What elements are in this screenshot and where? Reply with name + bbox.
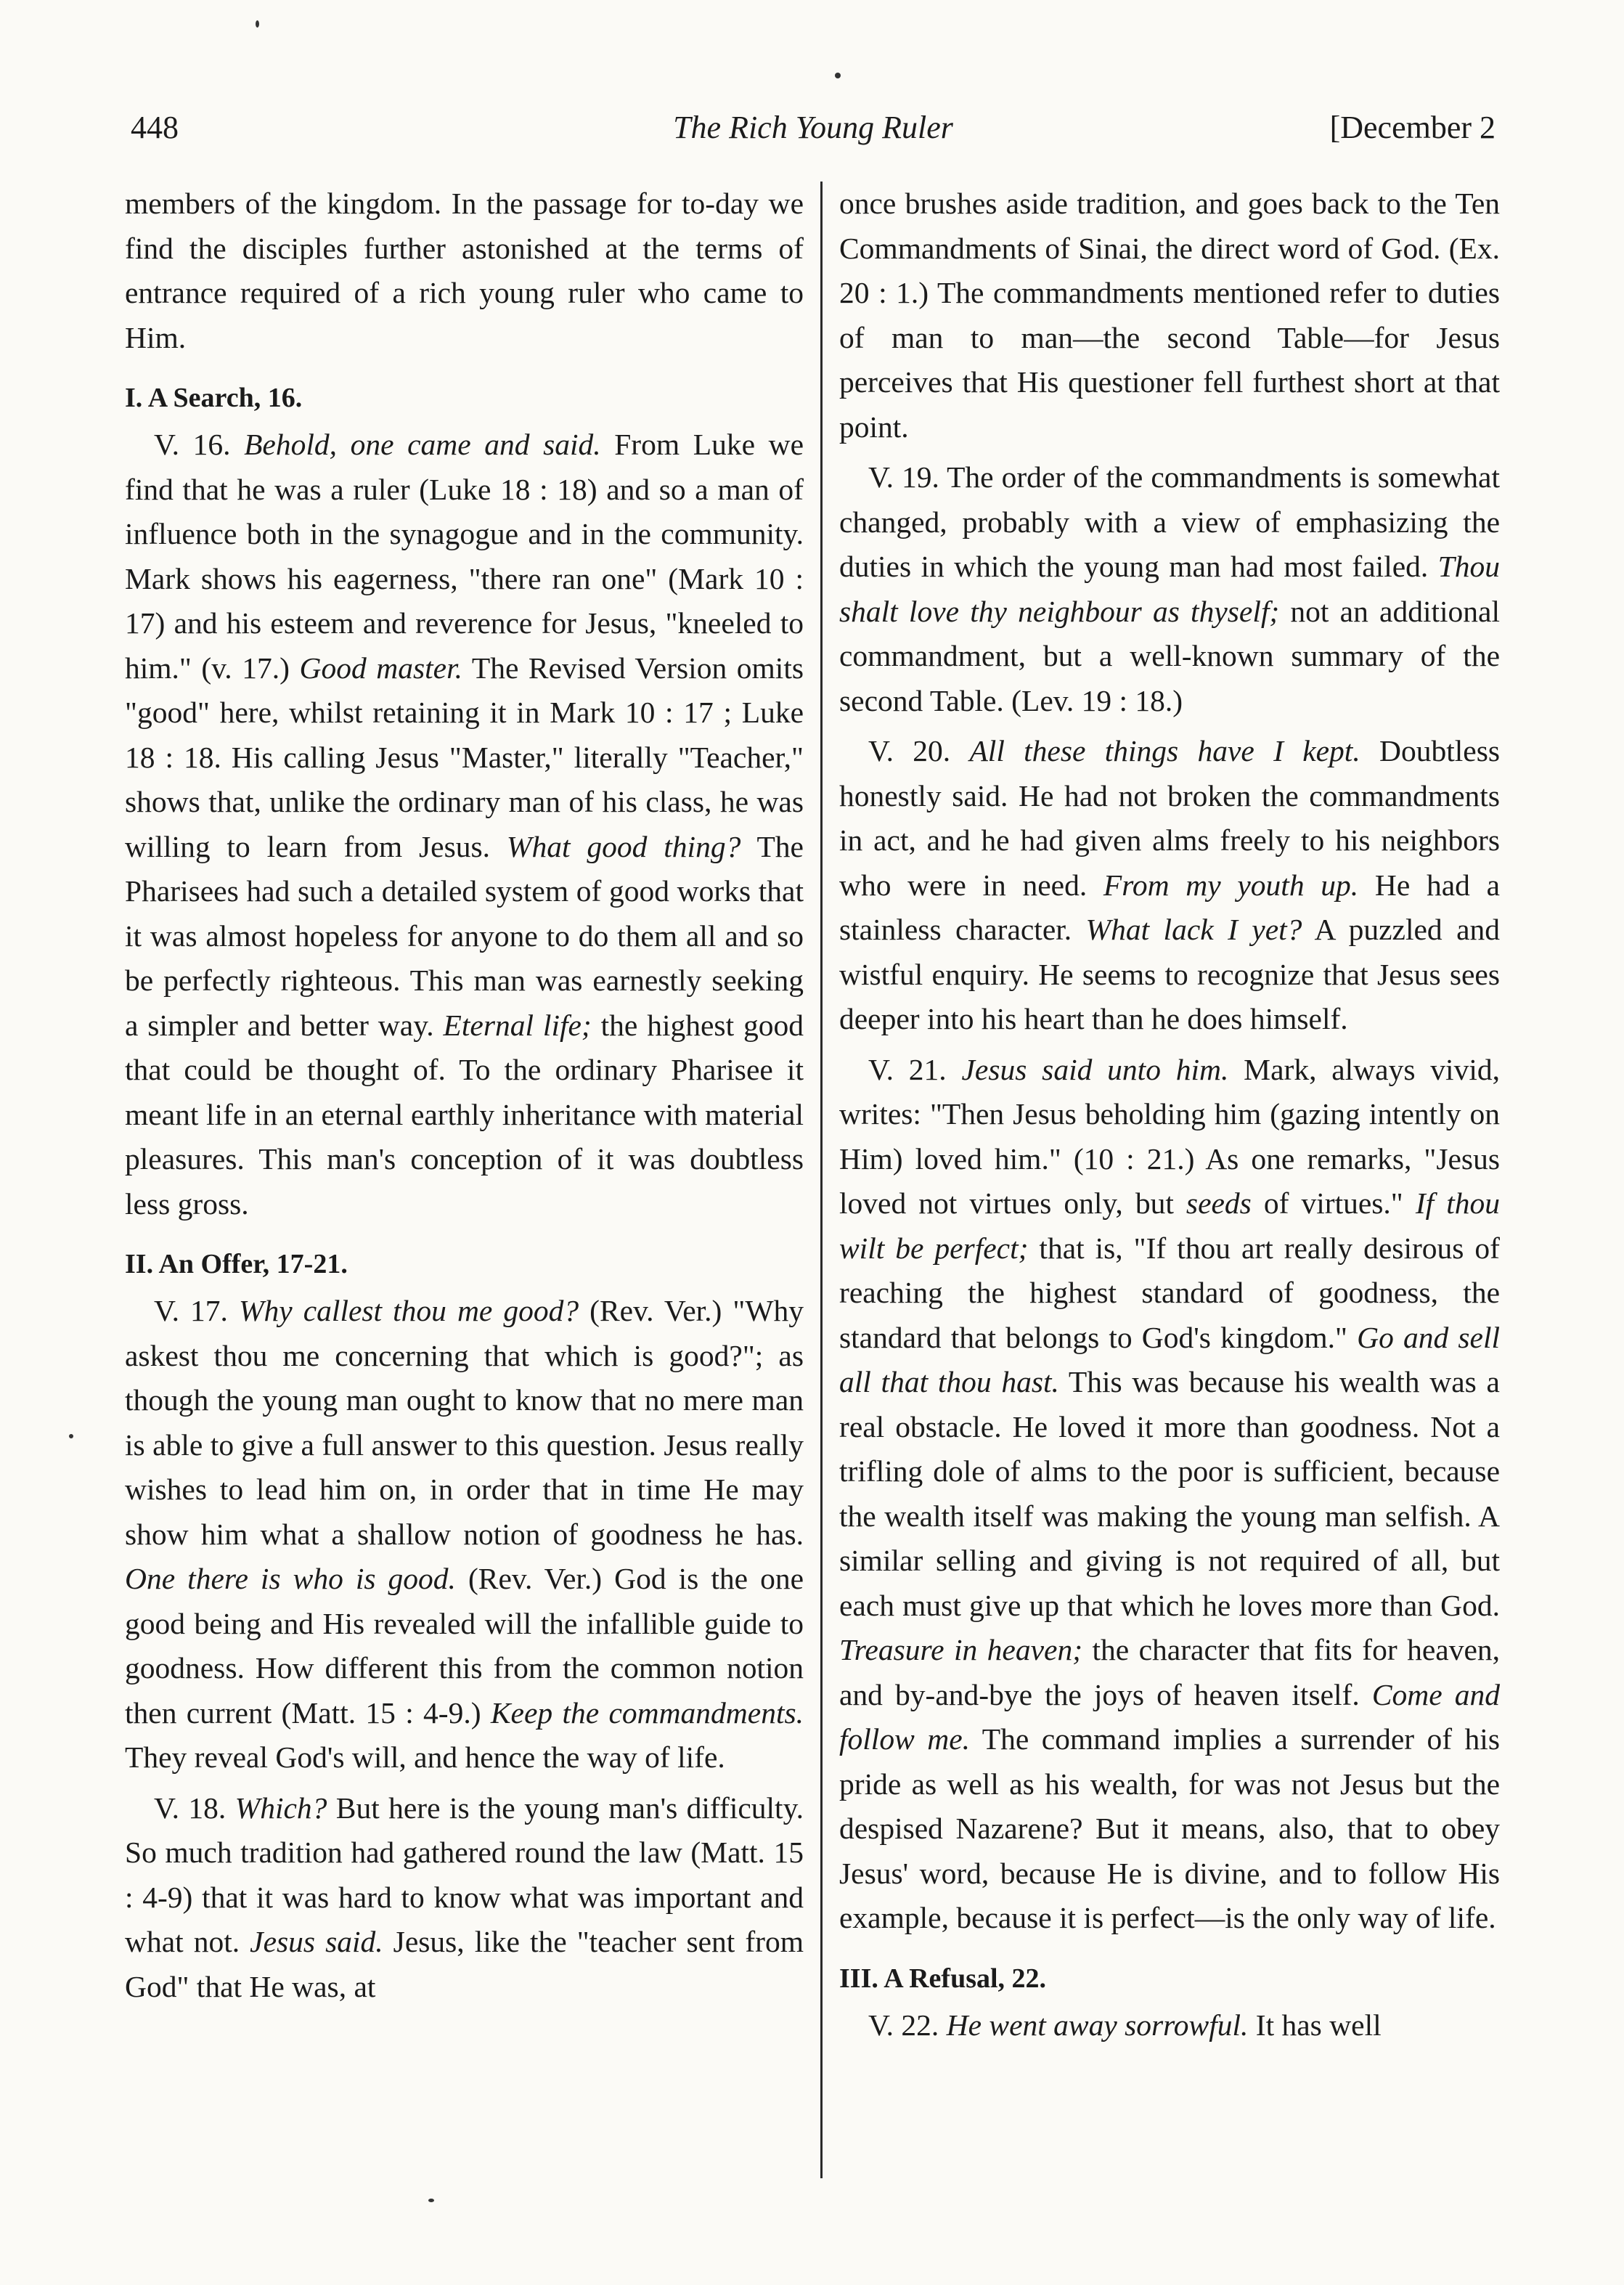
right-column <box>839 182 1500 2053</box>
verse-label: V. 18. <box>154 1791 235 1825</box>
verse-18-paragraph <box>125 1786 804 2010</box>
page-number: 448 <box>131 110 179 145</box>
quoted-phrase: All these things have I kept. <box>969 734 1360 767</box>
emphasis-word: seeds <box>1186 1186 1252 1220</box>
commentary-text: The Pharisees had such a detailed system of good works that it was almost hopeless for anyone to do them all and so be perfectly righteous. This man was earnestly seeking a simpler and better way. <box>125 829 804 1042</box>
continuation-paragraph: once brushes aside tradition, and goes back to the Ten Commandments of Sinai, the direct word of God. (Ex. 20 : 1.) The commandments mentioned refer to duties of man to man—the second Table—for Jesus perceives that His questioner fell furthest short at that point. <box>839 187 1500 444</box>
print-speck <box>69 1434 73 1438</box>
verse-20-paragraph <box>839 729 1500 1042</box>
print-speck <box>428 2199 434 2202</box>
quoted-phrase: Treasure in heaven; <box>839 1633 1083 1666</box>
quoted-phrase: He went away sorrowful. <box>946 2008 1249 2042</box>
header-date: [December 2 <box>1329 110 1496 145</box>
quoted-phrase: Come and follow me. <box>839 1677 1500 1756</box>
commentary-text: the highest good that could be thought of. To the ordinary Pharisee it meant life in an eternal earthly inheritance with material pleasures. This man's conception of it was doubtless less gross. <box>125 1008 804 1221</box>
verse-19-paragraph <box>839 455 1500 723</box>
commentary-text: But here is the young man's difficulty. So much tradition had gathered round the law (Matt. 15 : 4-9) that it was hard to know what was important and what not. <box>125 1791 804 1958</box>
quoted-phrase: Go and sell all that thou hast. <box>839 1320 1500 1398</box>
quoted-phrase: Good master. <box>299 651 463 685</box>
commentary-text: They reveal God's will, and hence the way of life. <box>125 1740 725 1774</box>
quoted-phrase: One there is who is good. <box>125 1562 456 1595</box>
quoted-phrase: What good thing? <box>506 829 741 863</box>
print-speck <box>256 20 259 28</box>
quoted-phrase: Jesus said unto him. <box>961 1052 1229 1086</box>
section-heading-offer: II. An Offer, 17-21. <box>125 1249 348 1279</box>
commentary-text: (Rev. Ver.) "Why askest thou me concerning that which is good?"; as though the young man ought to know that no mere man is able to give a full answer to this question. Jesus really wishes to lead him on, in order that in time He may show him what a shallow notion of goodness he has. <box>125 1294 804 1551</box>
commentary-text: Mark, always vivid, writes: "Then Jesus beholding him (gazing intently on Him) loved him." (10 : 21.) As one remarks, "Jesus loved not virtues only, but <box>839 1052 1500 1220</box>
verse-22-paragraph <box>839 2003 1500 2048</box>
verse-label: V. 20. <box>868 734 970 767</box>
commentary-text: the character that fits for heaven, and by-and-bye the joys of heaven itself. <box>839 1633 1500 1711</box>
column-divider <box>820 182 823 2178</box>
commentary-text: Jesus, like the "teacher sent from God" that He was, at <box>125 1925 804 2003</box>
commentary-text: (Rev. Ver.) God is the one good being and His revealed will the infallible guide to goodness. How different this from the common notion then current (Matt. 15 : 4-9.) <box>125 1562 804 1730</box>
quoted-phrase: Behold, one came and said. <box>244 428 601 461</box>
quoted-phrase: Keep the commandments. <box>490 1695 804 1730</box>
quoted-phrase: From my youth up. <box>1103 868 1359 902</box>
section-heading-refusal: III. A Refusal, 22. <box>839 1963 1047 1994</box>
verse-label: V. 21. <box>868 1052 962 1086</box>
commentary-text: From Luke we find that he was a ruler (Luke 18 : 18) and so a man of influence both in the synagogue and in the community. Mark shows his eagerness, "there ran one" (Mark 10 : 17) and his esteem and reverence for Jesus, "kneeled to him." (v. 17.) <box>125 428 804 685</box>
quoted-phrase: Why callest thou me good? <box>238 1294 579 1327</box>
commentary-text: It has well <box>1248 2008 1382 2042</box>
commentary-text: He had a stainless character. <box>839 868 1500 946</box>
verse-16-paragraph <box>125 423 804 1226</box>
verse-17-paragraph <box>125 1289 804 1780</box>
quoted-phrase: Eternal life; <box>443 1008 592 1042</box>
commentary-text: This was because his wealth was a real obstacle. He loved it more than goodness. Not a trifling dole of alms to the poor is sufficient, because the wealth itself was making the young man selfish. A similar selling and giving is not required of all, but each must give up that which he loves more than God. <box>839 1365 1500 1622</box>
quoted-phrase: Jesus said. <box>250 1925 383 1958</box>
commentary-text: that is, "If thou art really desirous of reaching the highest standard of goodness, the standard that belongs to God's kingdom." <box>839 1231 1500 1354</box>
quoted-phrase: If thou wilt be perfect; <box>839 1186 1500 1265</box>
verse-label: V. 16. <box>154 428 245 461</box>
commentary-text: not an additional commandment, but a well-known summary of the second Table. (Lev. 19 : 18.) <box>839 594 1500 717</box>
quoted-phrase: Thou shalt love thy neighbour as thyself; <box>839 550 1500 628</box>
verse-21-paragraph <box>839 1048 1500 1941</box>
commentary-text: The command implies a surrender of his pride as well as his wealth, for was not Jesus but the despised Nazarene? But it means, also, that to obey Jesus' word, because He is divine, and to follow His example, because it is perfect—is the only way of life. <box>839 1722 1500 1934</box>
commentary-text: A puzzled and wistful enquiry. He seems to recognize that Jesus sees deeper into his heart than he does himself. <box>839 913 1500 1035</box>
commentary-text: V. 19. The order of the commandments is somewhat changed, probably with a view of emphasizing the duties in which the young man had most failed. <box>839 460 1500 583</box>
commentary-text: Doubtless honestly said. He had not broken the commandments in act, and he had given alms freely to his neighbors who were in need. <box>839 734 1500 902</box>
intro-paragraph: members of the kingdom. In the passage for to-day we find the disciples further astonished at the terms of entrance required of a rich young ruler who came to Him. <box>125 187 804 354</box>
verse-label: V. 22. <box>868 2008 947 2042</box>
print-speck <box>835 73 841 78</box>
running-header <box>131 109 1496 152</box>
quoted-phrase: Which? <box>234 1791 327 1825</box>
section-heading-search: I. A Search, 16. <box>125 383 303 413</box>
quoted-phrase: What lack I yet? <box>1085 913 1302 946</box>
left-column <box>125 182 804 2015</box>
verse-label: V. 17. <box>154 1294 239 1327</box>
commentary-text: The Revised Version omits "good" here, whilst retaining it in Mark 10 : 17 ; Luke 18 : 18. His calling Jesus "Master," literally "Teacher," shows that, unlike the ordinary man of his class, he was willing to learn from Jesus. <box>125 651 804 863</box>
commentary-text: of virtues." <box>1251 1186 1416 1220</box>
running-title: The Rich Young Ruler <box>673 110 953 145</box>
